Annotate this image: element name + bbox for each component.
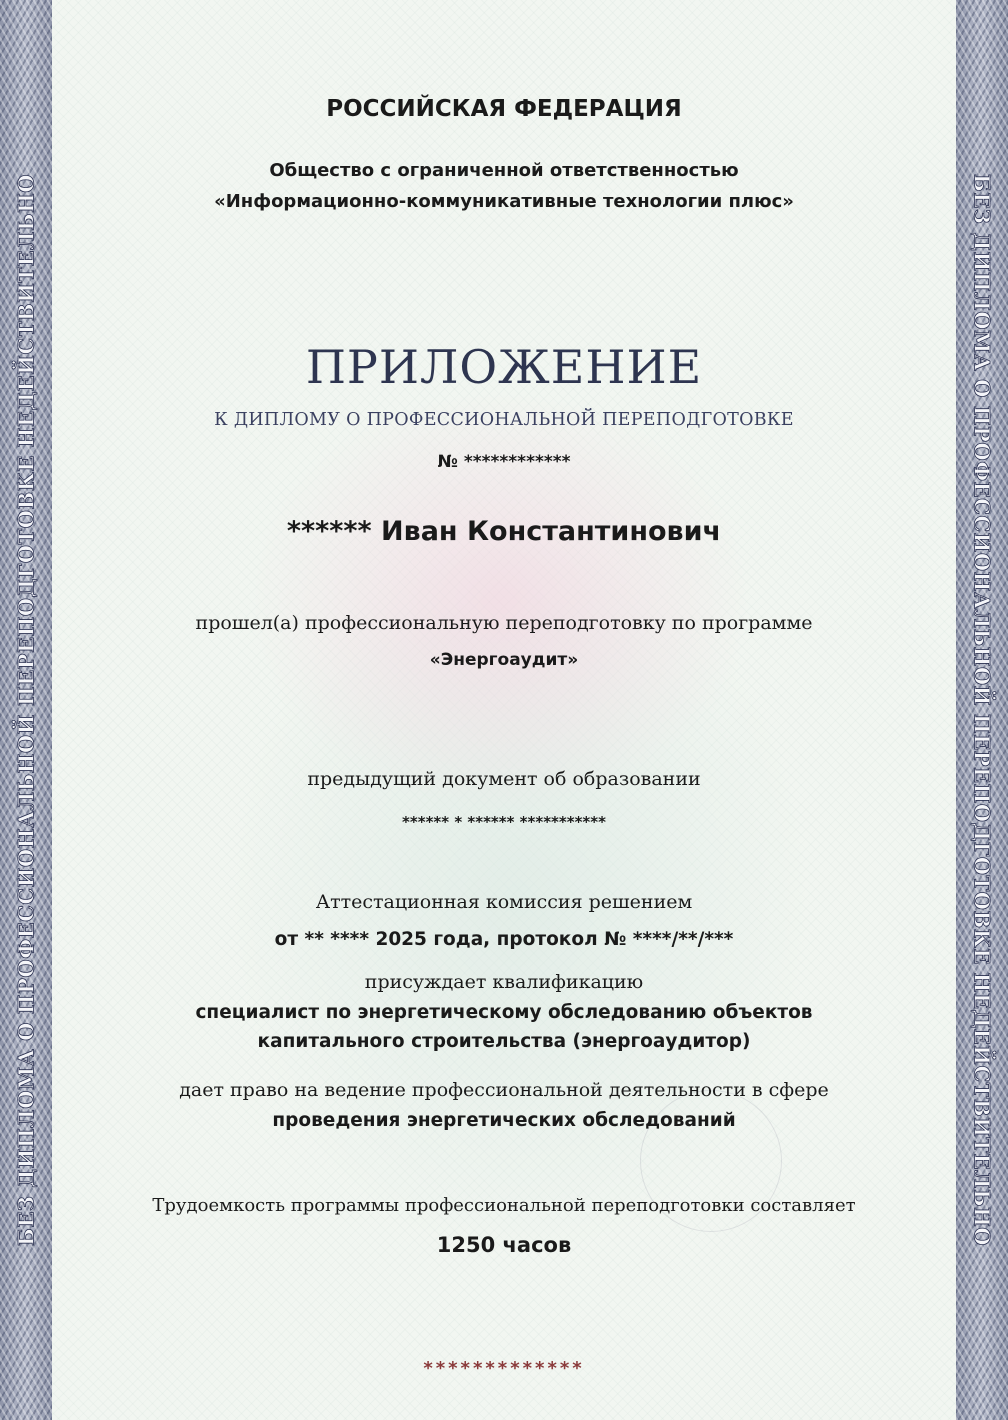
organization-line-2: «Информационно-коммуникативные технологии плюс» (214, 191, 794, 212)
program-hours: 1250 часов (436, 1233, 572, 1257)
document-heading: ПРИЛОЖЕНИЕ (305, 340, 703, 394)
right-text: дает право на ведение профессиональной деятельности в сфере (179, 1079, 829, 1101)
left-decorative-border (0, 0, 52, 1420)
holder-name: ****** Иван Константинович (286, 516, 722, 547)
right-border-text: БЕЗ ДИПЛОМА О ПРОФЕССИОНАЛЬНОЙ ПЕРЕПОДГОТОВКЕ НЕДЕЙСТВИТЕЛЬНО (969, 173, 995, 1247)
hours-text: Трудоемкость программы профессиональной переподготовки составляет (152, 1195, 856, 1216)
country-title: РОССИЙСКАЯ ФЕДЕРАЦИЯ (326, 96, 682, 122)
previous-document-text: предыдущий документ об образовании (307, 768, 701, 790)
awards-text: присуждает квалификацию (364, 971, 644, 993)
left-border-text: БЕЗ ДИПЛОМА О ПРОФЕССИОНАЛЬНОЙ ПЕРЕПОДГОТОВКЕ НЕДЕЙСТВИТЕЛЬНО (13, 173, 39, 1247)
qualification-line-1: специалист по энергетическому обследованию объектов (195, 1002, 813, 1023)
footer-registration-number: ************* (423, 1358, 585, 1379)
right-field: проведения энергетических обследований (272, 1110, 736, 1131)
commission-decision: от ** **** 2025 года, протокол № ****/**/*** (274, 929, 734, 950)
organization-line-1: Общество с ограниченной ответственностью (269, 160, 739, 181)
passed-text: прошел(а) профессиональную переподготовку по программе (195, 612, 813, 634)
commission-text: Аттестационная комиссия решением (315, 891, 693, 913)
document-subheading: К ДИПЛОМУ О ПРОФЕССИОНАЛЬНОЙ ПЕРЕПОДГОТОВКЕ (214, 410, 794, 430)
document-number: № ************ (437, 452, 571, 472)
right-decorative-border (956, 0, 1008, 1420)
previous-document-number: ****** * ****** *********** (402, 813, 606, 831)
qualification-line-2: капитального строительства (энергоаудитор) (257, 1031, 751, 1052)
program-name: «Энергоаудит» (429, 650, 579, 670)
